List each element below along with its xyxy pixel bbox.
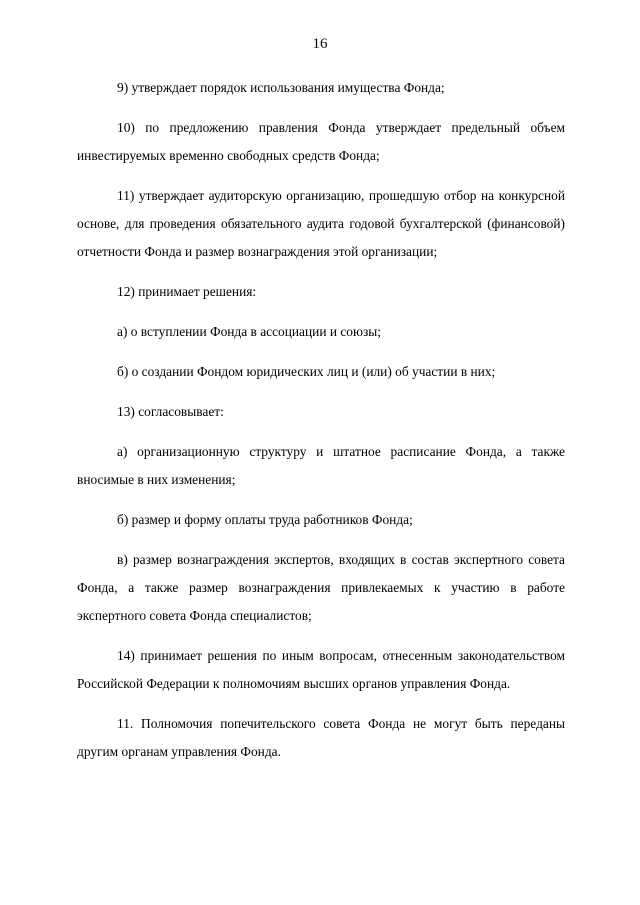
paragraph-item-12a: а) о вступлении Фонда в ассоциации и союзы;	[117, 324, 382, 339]
paragraph-item-12b: б) о создании Фондом юридических лиц и (или) об участии в них;	[117, 364, 496, 379]
paragraph-item-13a: а) организационную структуру и штатное расписание Фонда, а также вносимые в них изменения;	[77, 444, 565, 487]
paragraph-item-13v: в) размер вознаграждения экспертов, входящих в состав экспертного совета Фонда, а также размер вознаграждения привлекаемых к участию в работе экспертного совета Фонда специалистов;	[77, 552, 565, 623]
paragraph-item-12: 12) принимает решения:	[117, 284, 257, 299]
page-number: 16	[312, 36, 328, 52]
paragraph-item-10: 10) по предложению правления Фонда утверждает предельный объем инвестируемых временно свободных средств Фонда;	[77, 120, 565, 163]
paragraph-item-13: 13) согласовывает:	[117, 404, 224, 419]
paragraph-item-13b: б) размер и форму оплаты труда работников Фонда;	[117, 512, 413, 527]
paragraph-item-11: 11) утверждает аудиторскую организацию, прошедшую отбор на конкурсной основе, для проведения обязательного аудита годовой бухгалтерской (финансовой) отчетности Фонда и размер вознаграждения этой организации;	[77, 188, 565, 259]
paragraph-item-14: 14) принимает решения по иным вопросам, отнесенным законодательством Российской Федерации к полномочиям высших органов управления Фонда.	[77, 648, 565, 691]
paragraph-item-9: 9) утверждает порядок использования имущества Фонда;	[117, 80, 445, 95]
document-body	[77, 74, 565, 778]
paragraph-section-11: 11. Полномочия попечительского совета Фонда не могут быть переданы другим органам управления Фонда.	[77, 716, 565, 759]
